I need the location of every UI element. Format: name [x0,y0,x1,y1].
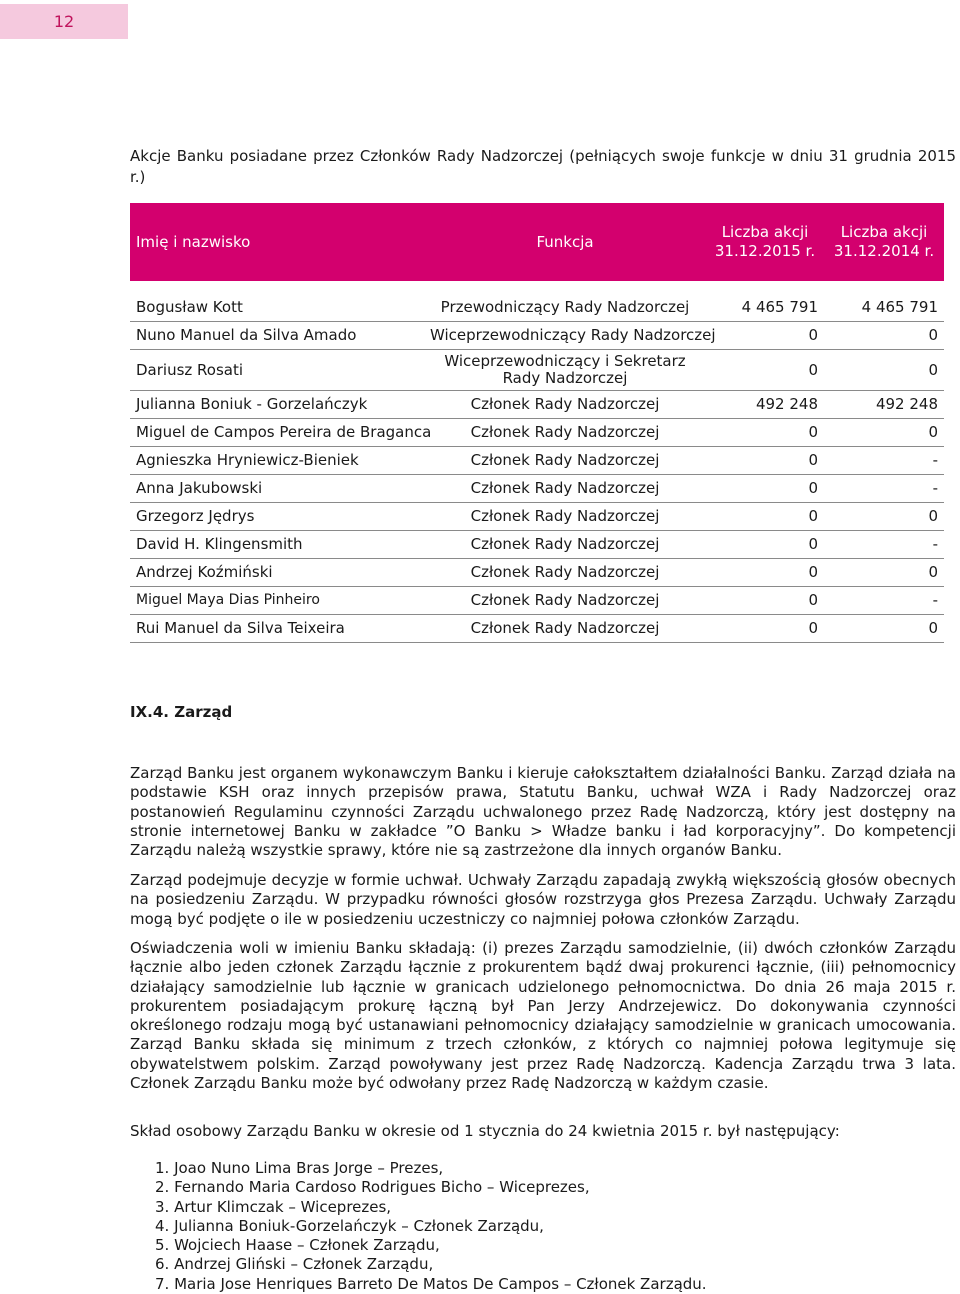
paragraph: Oświadczenia woli w imieniu Banku składają: (i) prezes Zarządu samodzielnie, (ii) dwóch członków Zarządu łącznie albo jeden członek Zarządu łącznie z prokurentem bądź dwaj prokurenci łącznie, (iii) pełnomocnicy działający samodzielnie lub łącznie w granicach udzielonego pełnomocnictwa. Do dnia 26 maja 2015 r. prokurentem posiadającym prokurę łączną był Pan Jerzy Andrzejewicz. Do dokonywania czynności określonego rodzaju mogą być ustanawiani pełnomocnicy działający samodzielnie w granicach umocowania. Zarząd Banku składa się minimum z trzech członków, z których co najmniej połowa legitymuje się obywatelstwem polskim. Zarząd powoływany jest przez Radę Nadzorczą. Kadencja Zarządu trwa 3 lata. Członek Zarządu Banku może być odwołany przez Radę Nadzorczą w każdym czasie. [130,939,956,1093]
paragraph: Skład osobowy Zarządu Banku w okresie od 1 stycznia do 24 kwietnia 2015 r. był następujący: [130,1122,840,1140]
header-shares-2014: Liczba akcji 31.12.2014 r. [824,203,944,281]
table-row [130,615,944,643]
cell-name: Agnieszka Hryniewicz-Bieniek [130,447,424,475]
table-row [130,350,944,391]
section-heading: IX.4. Zarząd [130,703,233,721]
list-item: 1. Joao Nuno Lima Bras Jorge – Prezes, [155,1159,444,1177]
cell-shares-2015: 0 [706,615,824,643]
cell-function: Wiceprzewodniczący Rady Nadzorczej [424,322,706,350]
cell-shares-2015: 0 [706,419,824,447]
cell-shares-2014: 0 [824,350,944,391]
table-row [130,475,944,503]
cell-shares-2015: 0 [706,350,824,391]
cell-shares-2015: 492 248 [706,391,824,419]
cell-name: Nuno Manuel da Silva Amado [130,322,424,350]
cell-name: Miguel de Campos Pereira de Braganca [130,419,424,447]
table-row [130,447,944,475]
cell-name: David H. Klingensmith [130,531,424,559]
cell-shares-2014: 0 [824,322,944,350]
cell-shares-2015: 4 465 791 [706,294,824,322]
cell-function: Członek Rady Nadzorczej [424,503,706,531]
cell-name: Miguel Maya Dias Pinheiro [130,587,424,615]
table-row [130,419,944,447]
cell-shares-2015: 0 [706,531,824,559]
cell-shares-2014: 492 248 [824,391,944,419]
cell-name: Rui Manuel da Silva Teixeira [130,615,424,643]
board-members-list [155,1159,707,1294]
cell-name: Andrzej Koźmiński [130,559,424,587]
cell-name: Dariusz Rosati [130,350,424,391]
cell-name: Anna Jakubowski [130,475,424,503]
header-name: Imię i nazwisko [130,203,424,281]
list-item: 4. Julianna Boniuk-Gorzelańczyk – Członek Zarządu, [155,1216,544,1235]
cell-function: Członek Rady Nadzorczej [424,559,706,587]
cell-function: Członek Rady Nadzorczej [424,391,706,419]
table-row [130,294,944,322]
cell-shares-2014: - [824,475,944,503]
table-row [130,322,944,350]
cell-shares-2014: - [824,531,944,559]
cell-shares-2014: 0 [824,615,944,643]
cell-function: Przewodniczący Rady Nadzorczej [424,294,706,322]
cell-shares-2014: - [824,587,944,615]
cell-shares-2015: 0 [706,559,824,587]
cell-function: Członek Rady Nadzorczej [424,447,706,475]
cell-shares-2015: 0 [706,447,824,475]
cell-name: Grzegorz Jędrys [130,503,424,531]
list-item: 6. Andrzej Gliński – Członek Zarządu, [155,1255,434,1274]
cell-name: Bogusław Kott [130,294,424,322]
cell-shares-2015: 0 [706,587,824,615]
table-row [130,391,944,419]
header-shares-2015: Liczba akcji 31.12.2015 r. [706,203,824,281]
cell-name: Julianna Boniuk - Gorzelańczyk [130,391,424,419]
shareholdings-table [130,203,944,643]
list-item: 2. Fernando Maria Cardoso Rodrigues Bicho – Wiceprezes, [155,1178,590,1197]
cell-function: Członek Rady Nadzorczej [424,419,706,447]
table-row [130,531,944,559]
cell-function: Członek Rady Nadzorczej [424,475,706,503]
cell-function: Członek Rady Nadzorczej [424,531,706,559]
cell-function: Członek Rady Nadzorczej [424,615,706,643]
header-function: Funkcja [424,203,706,281]
table-caption: Akcje Banku posiadane przez Członków Rady Nadzorczej (pełniących swoje funkcje w dniu 31 grudnia 2015 r.) [130,147,956,186]
cell-shares-2014: - [824,447,944,475]
cell-shares-2015: 0 [706,503,824,531]
table-row [130,503,944,531]
cell-function: Członek Rady Nadzorczej [424,587,706,615]
cell-shares-2014: 0 [824,503,944,531]
list-item: 5. Wojciech Haase – Członek Zarządu, [155,1236,440,1255]
paragraph: Zarząd Banku jest organem wykonawczym Banku i kieruje całokształtem działalności Banku. Zarząd działa na podstawie KSH oraz innych przepisów prawa, Statutu Banku, uchwał WZA i Rady Nadzorczej oraz postanowień Regulaminu czynności Zarządu uchwalonego przez Radę Nadzorczą, który jest dostępny na stronie internetowej Banku w zakładce ”O Banku > Władze banku i ład korporacyjny”. Do kompetencji Zarządu należą wszystkie sprawy, które nie są zastrzeżone dla innych organów Banku. [130,764,956,860]
cell-function: Wiceprzewodniczący i Sekretarz Rady Nadzorczej [424,350,706,391]
paragraph: Zarząd podejmuje decyzje w formie uchwał. Uchwały Zarządu zapadają zwykłą większością głosów obecnych na posiedzeniu Zarządu. W przypadku równości głosów rozstrzyga głos Prezesa Zarządu. Uchwały Zarządu mogą być podjęte o ile w posiedzeniu uczestniczy co najmniej połowa członków Zarządu. [130,871,956,928]
table-header-row [130,203,944,281]
cell-shares-2014: 4 465 791 [824,294,944,322]
table-row [130,559,944,587]
list-item: 7. Maria Jose Henriques Barreto De Matos De Campos – Członek Zarządu. [155,1274,707,1293]
cell-shares-2015: 0 [706,475,824,503]
cell-shares-2014: 0 [824,419,944,447]
table-row [130,587,944,615]
list-item: 3. Artur Klimczak – Wiceprezes, [155,1197,392,1216]
cell-shares-2014: 0 [824,559,944,587]
cell-shares-2015: 0 [706,322,824,350]
page-number: 12 [0,4,128,39]
